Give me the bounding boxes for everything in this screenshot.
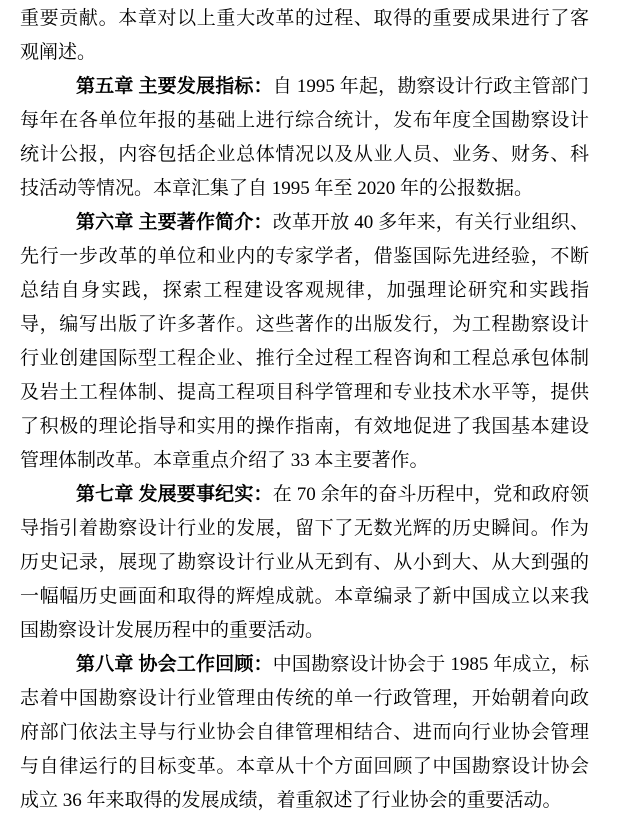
chapter-5-summary: 自 1995 年起，勘察设计行政主管部门每年在各单位年报的基础上进行综合统计，发布年度全国勘察设计统计公报，内容包括企业总体情况以及从业人员、业务、财务、科技活动等情况。本章汇集了自 1995 年至 2020 年的公报数据。 [20,76,589,199]
chapter-7-heading: 第七章 发展要事纪实： [76,484,273,505]
paragraph-continuation [20,2,589,70]
paragraph-chapter-5 [20,70,589,206]
paragraph-text: 重要贡献。本章对以上重大改革的过程、取得的重要成果进行了客观阐述。 [20,8,589,63]
chapter-5-heading: 第五章 主要发展指标： [76,76,273,97]
chapter-8-heading: 第八章 协会工作回顾： [76,654,273,675]
paragraph-chapter-8 [20,648,589,818]
chapter-6-summary: 改革开放 40 多年来，有关行业组织、先行一步改革的单位和业内的专家学者，借鉴国际先进经验，不断总结自身实践，探索工程建设客观规律，加强理论研究和实践指导，编写出版了许多著作。这些著作的出版发行，为工程勘察设计行业创建国际型工程企业、推行全过程工程咨询和工程总承包体制及岩土工程体制、提高工程项目科学管理和专业技术水平等，提供了积极的理论指导和实用的操作指南，有效地促进了我国基本建设管理体制改革。本章重点介绍了 33 本主要著作。 [20,212,589,471]
chapter-8-summary: 中国勘察设计协会于 1985 年成立，标志着中国勘察设计行业管理由传统的单一行政管理，开始朝着向政府部门依法主导与行业协会自律管理相结合、进而向行业协会管理与自律运行的目标变革。本章从十个方面回顾了中国勘察设计协会成立 36 年来取得的发展成绩，着重叙述了行业协会的重要活动。 [20,654,589,811]
paragraph-chapter-6 [20,206,589,478]
paragraph-chapter-7 [20,478,589,648]
chapter-6-heading: 第六章 主要著作简介： [76,212,273,233]
chapter-7-summary: 在 70 余年的奋斗历程中，党和政府领导指引着勘察设计行业的发展，留下了无数光辉的历史瞬间。作为历史记录，展现了勘察设计行业从无到有、从小到大、从大到强的一幅幅历史画面和取得的辉煌成就。本章编录了新中国成立以来我国勘察设计发展历程中的重要活动。 [20,484,589,641]
